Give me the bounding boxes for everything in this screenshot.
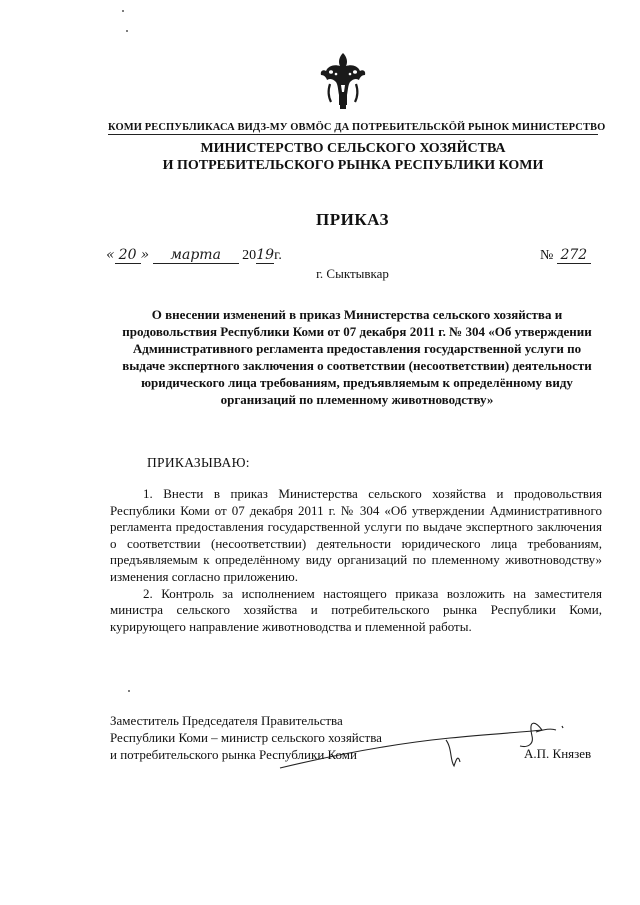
date-year-prefix: 20 (242, 248, 257, 263)
signatory-name: А.П. Князев (524, 746, 592, 761)
date-close-quote: » (140, 247, 150, 263)
city: г. Сыктывкар (316, 266, 389, 281)
paragraph-2: 2. Контроль за исполнением настоящего приказа возложить на заместителя министра сельского хозяйства и потребительского рынка Республики Коми, курирующего направление животноводства и племенной работы. (110, 585, 602, 634)
scan-speck (126, 30, 128, 32)
order-subject: О внесении изменений в приказ Министерства сельского хозяйства и продовольствия Республики Коми от 07 декабря 2011 г. № 304 «Об утверждении Административного регламента предоставления государственной услуги по выдаче экспертного заключения о соответствии (несоответствии) деятельности юридического лица требованиям, предъявляемым к определённому виду организаций по племенному животноводству» (122, 307, 592, 407)
signatory-line1: Заместитель Председателя Правительства (110, 713, 343, 728)
date-year-end: г. (274, 248, 282, 263)
date-month: марта (153, 247, 239, 264)
order-word: ПРИКАЗЫВАЮ: (147, 455, 250, 470)
order-body (110, 486, 602, 635)
date-year-suffix: 19 (256, 247, 275, 263)
signatory-line3: и потребительского рынка Республики Коми (110, 747, 357, 762)
date-open-quote: « (106, 247, 115, 263)
ministry-name-line2: И ПОТРЕБИТЕЛЬСКОГО РЫНКА РЕСПУБЛИКИ КОМИ (162, 158, 544, 173)
ministry-name (108, 140, 598, 174)
order-number (540, 247, 591, 264)
komi-language-ministry-name: КОМИ РЕСПУБЛИКАСА ВИДЗ-МУ ОВМÖС ДА ПОТРЕБИТЕЛЬСКӦЙ РЫНОК МИНИСТЕРСТВО (108, 122, 606, 133)
komi-emblem-icon (318, 52, 368, 110)
number-value: 272 (557, 247, 591, 264)
scan-speck (128, 690, 130, 692)
page-title: ПРИКАЗ (316, 210, 389, 229)
signatory-line2: Республики Коми – министр сельского хозяйства (110, 730, 382, 745)
scan-speck (122, 10, 124, 12)
number-label: № (540, 248, 554, 263)
paragraph-1: 1. Внести в приказ Министерства сельского хозяйства и продовольствия Республики Коми от 07 декабря 2011 г. № 304 «Об утверждении Административного регламента предоставления государственной услуги по выдаче экспертного заключения о соответствии (несоответствии) деятельности юридического лица требованиям, предъявляемым к определённому виду организаций по племенному животноводству» изменения согласно приложению. (110, 486, 602, 584)
order-date (106, 247, 282, 264)
date-day: 20 (115, 247, 141, 264)
ministry-name-line1: МИНИСТЕРСТВО СЕЛЬСКОГО ХОЗЯЙСТВА (200, 141, 506, 156)
